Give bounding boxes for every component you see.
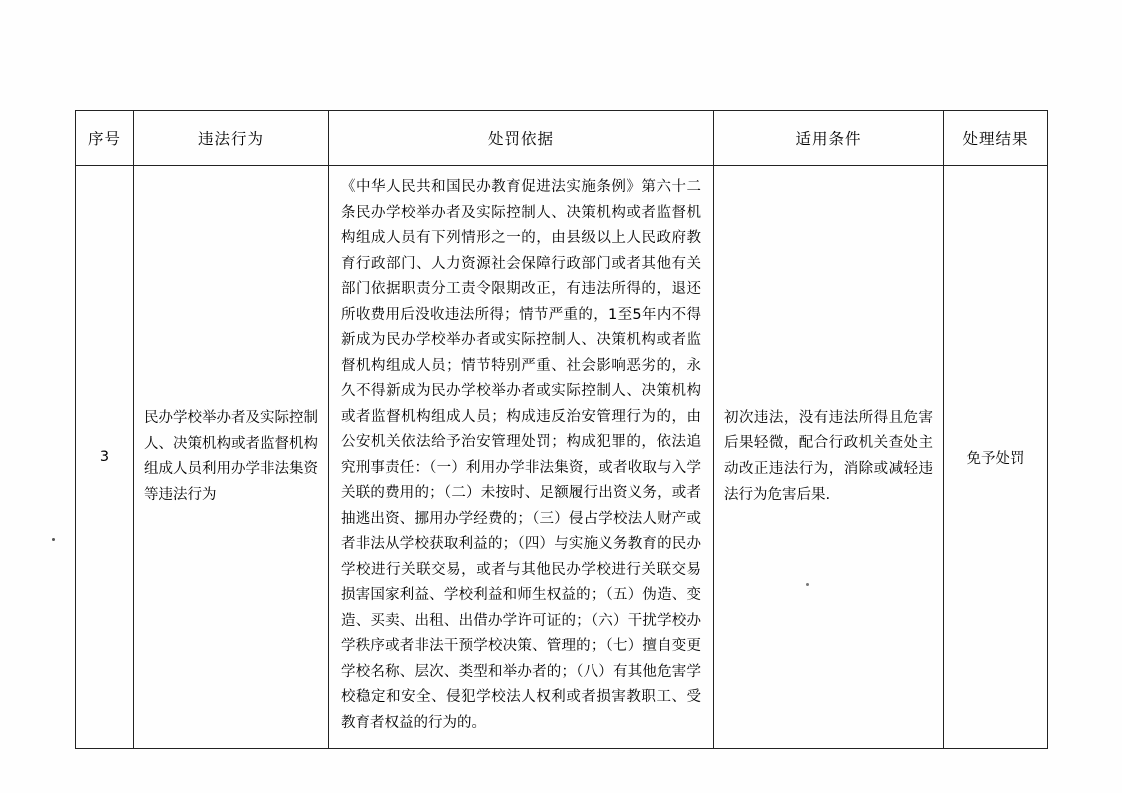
cell-result: 免予处罚 (944, 166, 1048, 749)
header-cell-violation: 违法行为 (134, 111, 329, 166)
cell-condition: 初次违法，没有违法所得且危害后果轻微，配合行政机关查处主动改正违法行为，消除或减轻违法行为危害后果. (714, 166, 944, 749)
table-header-row (76, 111, 1048, 166)
table-row (76, 166, 1048, 749)
stray-mark-left (52, 538, 55, 541)
cell-basis-text: 《中华人民共和国民办教育促进法实施条例》第六十二条民办学校举办者及实际控制人、决策机构或者监督机构组成人员有下列情形之一的，由县级以上人民政府教育行政部门、人力资源社会保障行政部门或者其他有关部门依据职责分工责令限期改正，有违法所得的，退还所收费用后没收违法所得；情节严重的，1至5年内不得新成为民办学校举办者或实际控制人、决策机构或者监督机构组成人员；情节特别严重、社会影响恶劣的，永久不得新成为民办学校举办者或实际控制人、决策机构或者监督机构组成人员；构成违反治安管理行为的，由公安机关依法给予治安管理处罚；构成犯罪的，依法追究刑事责任：（一）利用办学非法集资，或者收取与入学关联的费用的；（二）未按时、足额履行出资义务，或者抽逃出资、挪用办学经费的；（三）侵占学校法人财产或者非法从学校获取利益的；（四）与实施义务教育的民办学校进行关联交易，或者与其他民办学校进行关联交易损害国家利益、学校利益和师生权益的；（五）伪造、变造、买卖、出租、出借办学许可证的；（六）干扰学校办学秩序或者非法干预学校决策、管理的；（七）擅自变更学校名称、层次、类型和举办者的；（八）有其他危害学校稳定和安全、侵犯学校法人权利或者损害教职工、受教育者权益的行为的。 (341, 179, 701, 731)
header-cell-condition: 适用条件 (714, 111, 944, 166)
penalty-table (75, 110, 1048, 749)
table-header (76, 111, 1048, 166)
header-cell-basis: 处罚依据 (329, 111, 714, 166)
header-cell-result: 处理结果 (944, 111, 1048, 166)
table-body (76, 166, 1048, 749)
cell-basis (329, 166, 714, 749)
header-cell-sequence: 序号 (76, 111, 134, 166)
cell-sequence: 3 (76, 166, 134, 749)
cell-violation: 民办学校举办者及实际控制人、决策机构或者监督机构组成人员利用办学非法集资等违法行为 (134, 166, 329, 749)
